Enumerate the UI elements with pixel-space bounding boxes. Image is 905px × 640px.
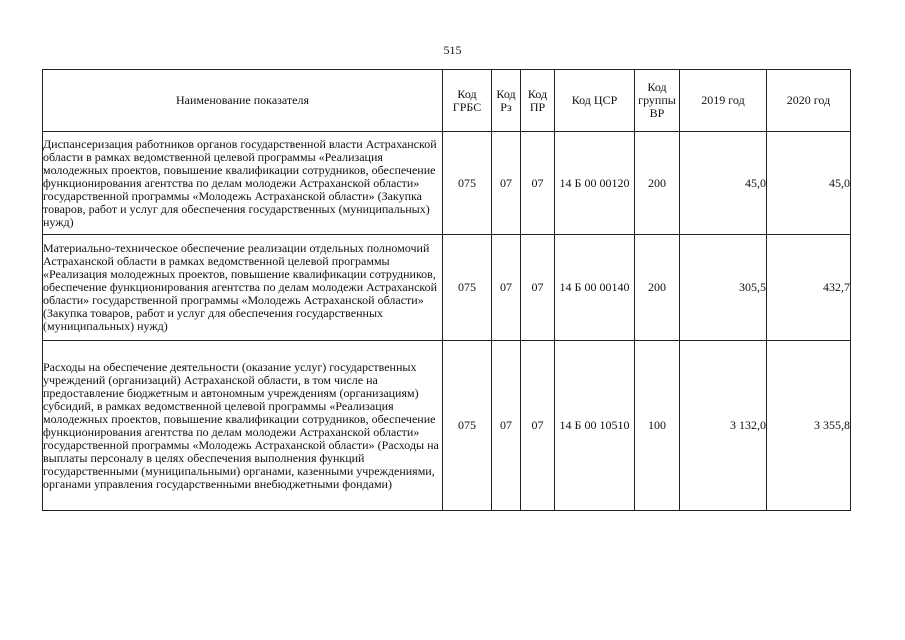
cell-year-2020: 432,7 [767, 235, 851, 341]
cell-rz: 07 [492, 132, 521, 235]
cell-year-2019: 305,5 [680, 235, 767, 341]
header-name: Наименование показателя [43, 70, 443, 132]
cell-grbs: 075 [443, 132, 492, 235]
cell-vr: 200 [635, 132, 680, 235]
header-grbs: Код ГРБС [443, 70, 492, 132]
cell-pr: 07 [521, 341, 555, 511]
budget-table [42, 69, 851, 511]
cell-name: Материально-техническое обеспечение реализации отдельных полномочий Астраханской области в рамках ведомственной целевой программы «Реализация молодежных проектов, повышение квалификации сотрудников, обеспечение функционирования агентства по делам молодежи Астраханской области» государственной программы «Молодежь Астраханской области» (Закупка товаров, работ и услуг для обеспечения государственных (муниципальных) нужд) [43, 235, 443, 341]
cell-year-2019: 3 132,0 [680, 341, 767, 511]
cell-csr: 14 Б 00 00140 [555, 235, 635, 341]
cell-year-2020: 45,0 [767, 132, 851, 235]
header-pr: Код ПР [521, 70, 555, 132]
cell-csr: 14 Б 00 00120 [555, 132, 635, 235]
page-number: 515 [443, 43, 462, 57]
header-year-2019: 2019 год [680, 70, 767, 132]
header-year-2020: 2020 год [767, 70, 851, 132]
cell-pr: 07 [521, 235, 555, 341]
cell-pr: 07 [521, 132, 555, 235]
header-csr: Код ЦСР [555, 70, 635, 132]
cell-vr: 100 [635, 341, 680, 511]
cell-csr: 14 Б 00 10510 [555, 341, 635, 511]
cell-rz: 07 [492, 341, 521, 511]
cell-rz: 07 [492, 235, 521, 341]
table-row [43, 235, 851, 341]
table-row [43, 132, 851, 235]
table-row [43, 341, 851, 511]
cell-year-2019: 45,0 [680, 132, 767, 235]
cell-grbs: 075 [443, 235, 492, 341]
header-vr: Код группы ВР [635, 70, 680, 132]
cell-name: Расходы на обеспечение деятельности (оказание услуг) государственных учреждений (организаций) Астраханской области, в том числе на предоставление бюджетным и автономным учреждениям (организациям) субсидий, в рамках ведомственной целевой программы «Реализация молодежных проектов, повышение квалификации сотрудников, обеспечение функционирования агентства по делам молодежи Астраханской области» государственной программы «Молодежь Астраханской области» (Расходы на выплаты персоналу в целях обеспечения выполнения функций государственными (муниципальными) органами, казенными учреждениями, органами управления государственными внебюджетными фондами) [43, 341, 443, 511]
cell-year-2020: 3 355,8 [767, 341, 851, 511]
table-header-row [43, 70, 851, 132]
header-rz: Код Рз [492, 70, 521, 132]
cell-grbs: 075 [443, 341, 492, 511]
cell-vr: 200 [635, 235, 680, 341]
cell-name: Диспансеризация работников органов государственной власти Астраханской области в рамках ведомственной целевой программы «Реализация молодежных проектов, повышение квалификации сотрудников, обеспечение функционирования агентства по делам молодежи Астраханской области» государственной программы «Молодежь Астраханской области» (Закупка товаров, работ и услуг для обеспечения государственных (муниципальных) нужд) [43, 132, 443, 235]
